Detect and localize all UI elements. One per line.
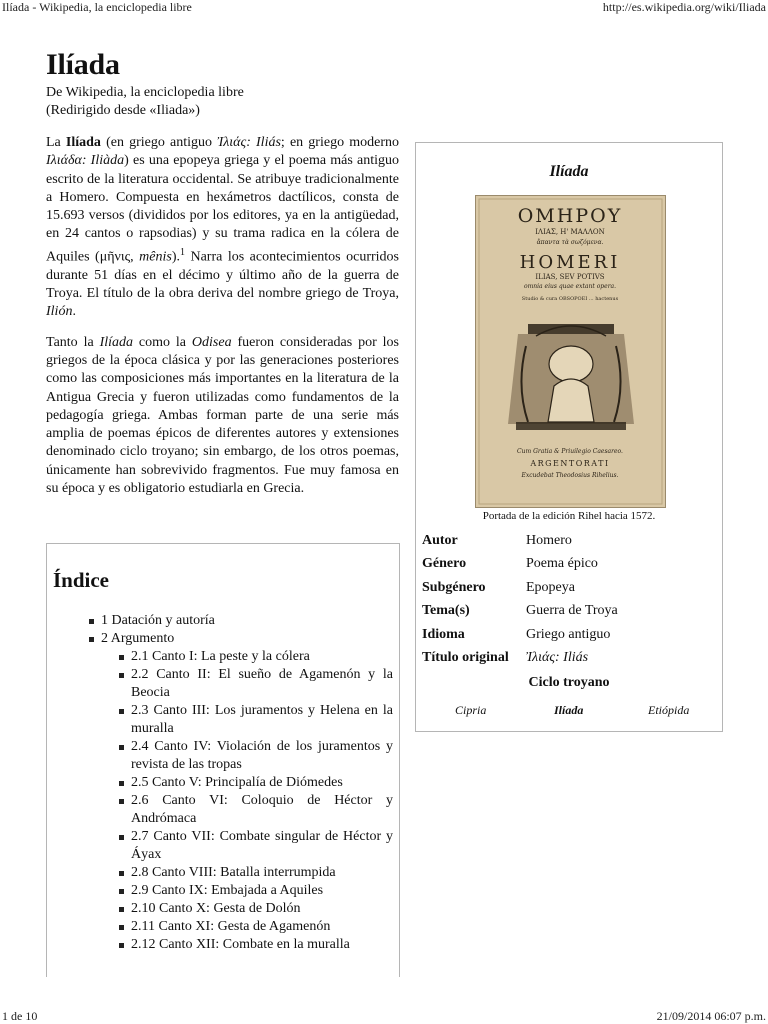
cover-line-7: Studio & cura OBSOPOEI ... hactenus [521, 296, 619, 302]
infobox-row [422, 529, 718, 553]
page-counter: 1 de 10 [2, 1009, 38, 1023]
series-current: Ilíada [554, 703, 584, 717]
infobox-value[interactable]: Poema épico [526, 556, 598, 572]
title-bold: Ilíada [65, 135, 101, 150]
second-paragraph: Tanto la Ilíada como la Odisea fueron consideradas por los griegos de la época clásica y por las generaciones posteriores como las composiciones más importantes en la literatura de la Antigua Grecia y fueron utilizadas como fundamentos de la pedagogía griega. Ambas forman parte de una serie más amplia de poemas épicos de diferentes autores y extensiones denominado ciclo troyano; sin embargo, de los otros poemas, únicamente han sobrevivido fragmentos. Fue muy famosa en su época y es obligatorio estudiarla en Grecia. [46, 334, 400, 496]
greek-ancient-name: Ἰλιάς: Iliás [217, 135, 281, 150]
cover-line-9: ARGENTORATI [530, 459, 610, 468]
cover-line-1: ΟΜΗΡΟΥ [517, 205, 623, 227]
infobox-value[interactable]: Griego antiguo [526, 626, 611, 642]
infobox-row [422, 553, 718, 577]
toc-sublist [123, 648, 393, 954]
citation-1[interactable]: 1 [180, 246, 185, 258]
toc-title: Índice [53, 568, 110, 592]
cover-line-5: ILIAS, SEV POTIVS [535, 273, 605, 281]
infobox-key: Idioma [422, 626, 465, 642]
book-cover-illustration [476, 196, 665, 507]
toc-list [73, 612, 393, 954]
greek-modern-name: Ιλιάδα: Iliàda [46, 153, 125, 169]
print-footer [0, 1008, 768, 1024]
infobox-row [422, 623, 718, 647]
series-title: Ciclo troyano [528, 675, 610, 690]
image-caption: Portada de la edición Rihel hacia 1572. [482, 510, 656, 522]
toc-subitem[interactable]: 2.6 Canto VI: Coloquio de Héctor y Andrómaca [123, 792, 393, 828]
infobox-key: Autor [422, 532, 458, 548]
odisea-term: Odisea [191, 334, 232, 350]
toc-subitem[interactable]: 2.2 Canto II: El sueño de Agamenón y la Beocia [123, 666, 393, 702]
redirect-note: (Redirigido desde «Iliada») [46, 103, 200, 118]
article-body [46, 134, 399, 510]
table-of-contents [46, 543, 400, 977]
toc-subitem[interactable]: 2.12 Canto XII: Combate en la muralla [123, 936, 393, 954]
toc-subitem[interactable]: 2.10 Canto X: Gesta de Dolón [123, 900, 393, 918]
infobox-value: Ἰλιάς: Iliás [526, 650, 589, 666]
infobox-row [422, 647, 718, 671]
toc-item[interactable] [73, 630, 393, 954]
infobox-value[interactable]: Guerra de Troya [526, 603, 618, 619]
site-tagline: De Wikipedia, la enciclopedia libre [46, 85, 244, 100]
cover-line-6: omnia eius quae extant opera. [523, 283, 617, 290]
menis-term: mênis [139, 249, 172, 265]
print-header [0, 0, 768, 14]
infobox-value[interactable]: Epopeya [526, 579, 575, 595]
toc-subitem[interactable]: 2.4 Canto IV: Violación de los juramentos y revista de las tropas [123, 738, 393, 774]
infobox-key: Género [422, 556, 467, 572]
print-page-title: Ilíada - Wikipedia, la enciclopedia libre [2, 0, 192, 14]
iliada-term: Ilíada [99, 334, 134, 350]
toc-subitem[interactable]: 2.5 Canto V: Principalía de Diómedes [123, 774, 393, 792]
cover-line-3: ἅπαντα τὰ σωζόμενα. [536, 239, 604, 246]
article-title: Ilíada [46, 48, 120, 81]
toc-subitem[interactable]: 2.8 Canto VIII: Batalla interrumpida [123, 864, 393, 882]
infobox-title: Ilíada [549, 163, 589, 180]
infobox [415, 142, 723, 732]
toc-subitem[interactable]: 2.7 Canto VII: Combate singular de Héctor y Áyax [123, 828, 393, 864]
cover-line-2: ΙΛΙΑΣ, Η' ΜΑΛΛΟΝ [535, 228, 605, 236]
ilion-term: Ilión [46, 304, 73, 320]
toc-subitem[interactable]: 2.3 Canto III: Los juramentos y Helena en la muralla [123, 702, 393, 738]
print-url: http://es.wikipedia.org/wiki/Iliada [602, 0, 766, 14]
series-prev-link[interactable]: Cipria [455, 703, 487, 717]
cover-line-4: HOMERI [519, 252, 621, 273]
series-next-link[interactable]: Etiópida [648, 703, 690, 717]
intro-paragraph: La Ilíada (en griego antiguo Ἰλιάς: Iliás; en griego moderno Ιλιάδα: Iliàda) es una epopeya griega y el poema más antiguo escrito de la literatura occidental. Se atribuye tradicionalmente a Homero. Compuesta en hexámetros dactílicos, consta de 15.693 versos (divididos por los editores, ya en la antigüedad, en 24 cantos o rapsodias) y su trama radica en la cólera de Aquiles (μῆνις, mênis).$^1$ Narra los acontecimientos ocurridos durante 51 días en el décimo y último año de la guerra de Troya. El título de la obra deriva del nombre griego de Troya, Ilión. [46, 135, 399, 320]
infobox-key: Título original [422, 650, 509, 666]
infobox-value[interactable]: Homero [526, 532, 572, 548]
toc-item[interactable]: 1 Datación y autoría [73, 612, 393, 630]
cover-line-8: Cum Gratia & Priuilegio Caesareo. [517, 448, 623, 455]
toc-subitem[interactable]: 2.11 Canto XI: Gesta de Agamenón [123, 918, 393, 936]
toc-subitem[interactable]: 2.1 Canto I: La peste y la cólera [123, 648, 393, 666]
article-subtitle [46, 84, 244, 120]
toc-item-label[interactable]: 2 Argumento [101, 631, 175, 646]
infobox-table [422, 529, 718, 670]
book-cover-image[interactable] [475, 195, 666, 508]
infobox-row [422, 600, 718, 624]
infobox-key: Subgénero [422, 579, 486, 595]
cover-line-10: Excudebat Theodosius Rihelius. [521, 472, 619, 479]
print-timestamp: 21/09/2014 06:07 p.m. [656, 1009, 766, 1023]
toc-subitem[interactable]: 2.9 Canto IX: Embajada a Aquiles [123, 882, 393, 900]
infobox-key: Tema(s) [422, 603, 470, 619]
infobox-row [422, 576, 718, 600]
